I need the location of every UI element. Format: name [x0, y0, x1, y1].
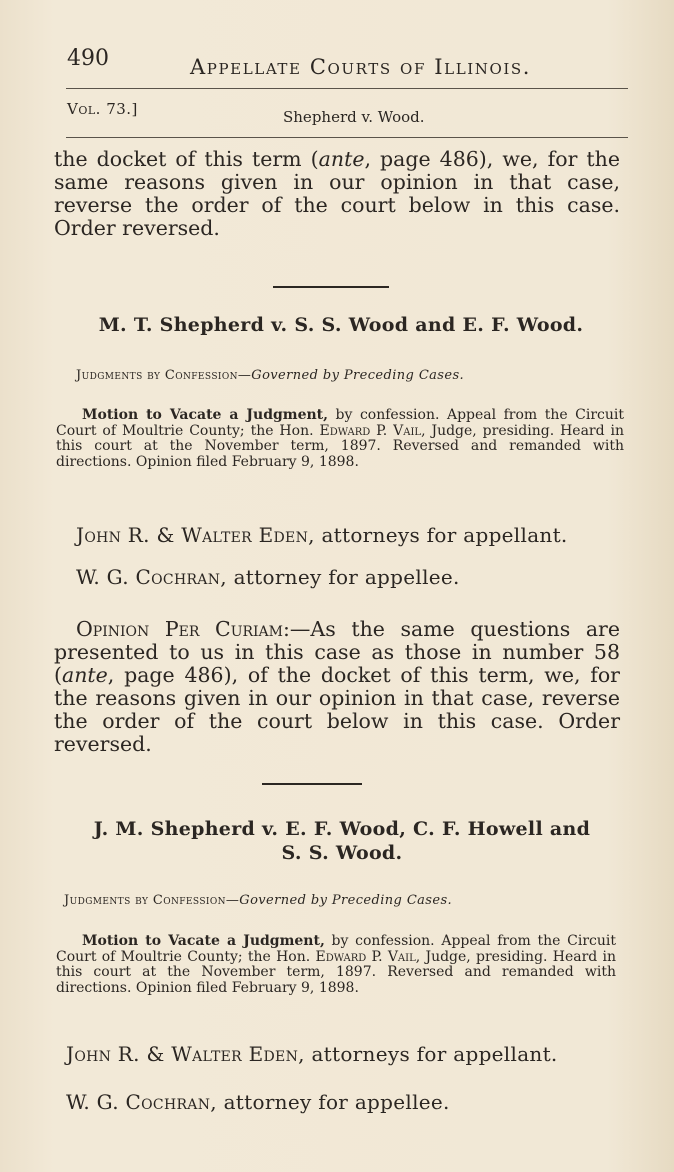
case2-attorneys-appellant: John R. & Walter Eden, attorneys for appellant.	[66, 1042, 558, 1066]
continued-paragraph: the docket of this term (ante, page 486), we, for the same reasons given in our opinion in that case, reverse the order of the court below in this case. Order reversed.	[54, 147, 620, 240]
caption-rule	[66, 137, 628, 138]
running-title: Appellate Courts of Illinois.	[190, 55, 532, 79]
case1-motion: Motion to Vacate a Judgment, by confession. Appeal from the Circuit Court of Moultrie County; the Hon. Edward P. Vail, Judge, presiding. Heard in this court at the November term, 1897. Reversed and remanded with directions. Opinion filed February 9, 1898.	[56, 407, 625, 471]
volume-label: Vol. 73.]	[67, 100, 138, 118]
case1-attorneys-appellant: John R. & Walter Eden, attorneys for appellant.	[76, 523, 568, 547]
case1-title: M. T. Shepherd v. S. S. Wood and E. F. Wood.	[98, 314, 584, 336]
header-rule	[66, 88, 628, 89]
case-caption: Shepherd v. Wood.	[283, 108, 425, 126]
case2-title: J. M. Shepherd v. E. F. Wood, C. F. Howell and S. S. Wood.	[93, 818, 591, 864]
case1-opinion: Opinion Per Curiam:—As the same questions are presented to us in this case as those in number 58 (ante, page 486), of the docket of this term, we, for the reasons given in our opinion in that case, reverse the order of the court below in this case. Order reversed.	[54, 617, 620, 756]
case2-attorney-appellee: W. G. Cochran, attorney for appellee.	[66, 1090, 450, 1114]
section-separator-2	[262, 783, 362, 785]
case2-motion: Motion to Vacate a Judgment, by confession. Appeal from the Circuit Court of Moultrie County; the Hon. Edward P. Vail, Judge, presiding. Heard in this court at the November term, 1897. Reversed and remanded with directions. Opinion filed February 9, 1898.	[56, 933, 617, 997]
page-number: 490	[67, 46, 109, 71]
case1-attorney-appellee: W. G. Cochran, attorney for appellee.	[76, 565, 460, 589]
section-separator	[273, 286, 389, 288]
case2-headnote: Judgments by Confession—Governed by Preceding Cases.	[64, 893, 453, 908]
case1-headnote: Judgments by Confession—Governed by Preceding Cases.	[76, 368, 465, 383]
